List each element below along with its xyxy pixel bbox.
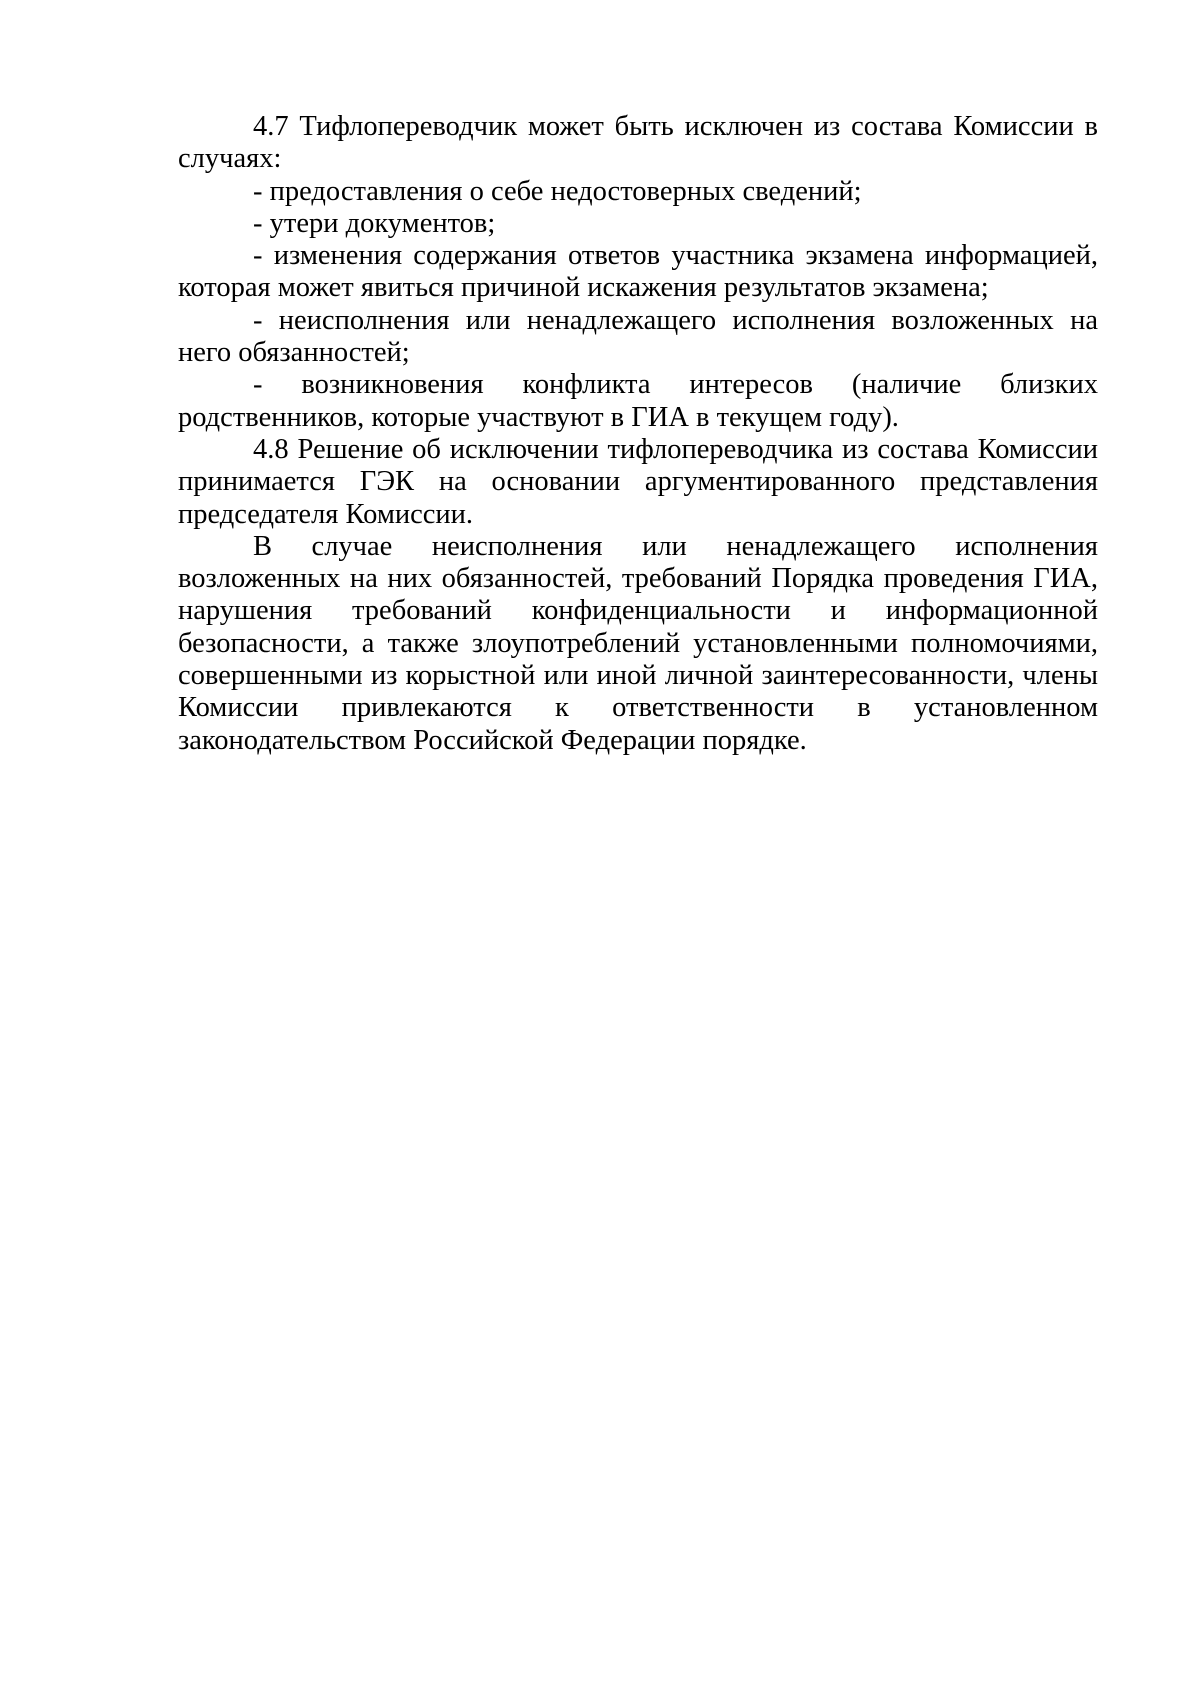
- paragraph-4-8: 4.8 Решение об исключении тифлопереводчика из состава Комиссии принимается ГЭК на основании аргументированного представления председателя Комиссии.: [178, 433, 1098, 530]
- paragraph-liability: В случае неисполнения или ненадлежащего исполнения возложенных на них обязанностей, требований Порядка проведения ГИА, нарушения требований конфиденциальности и информационной безопасности, а также злоупотреблений установленными полномочиями, совершенными из корыстной или иной личной заинтересованности, члены Комиссии привлекаются к ответственности в установленном законодательством Российской Федерации порядке.: [178, 530, 1098, 756]
- list-item-conflict-of-interest: - возникновения конфликта интересов (наличие близких родственников, которые участвуют в ГИА в текущем году).: [178, 369, 1098, 433]
- list-item-lost-documents: - утери документов;: [253, 207, 496, 239]
- paragraph-4-7: 4.7 Тифлопереводчик может быть исключен из состава Комиссии в случаях:: [178, 111, 1098, 175]
- list-item-answer-changes: - изменения содержания ответов участника экзамена информацией, которая может явиться причиной искажения результатов экзамена;: [178, 240, 1098, 304]
- list-item-duties-failure: - неисполнения или ненадлежащего исполнения возложенных на него обязанностей;: [178, 304, 1098, 369]
- document-page: [178, 111, 1098, 757]
- list-item-false-info: - предоставления о себе недостоверных сведений;: [253, 175, 862, 207]
